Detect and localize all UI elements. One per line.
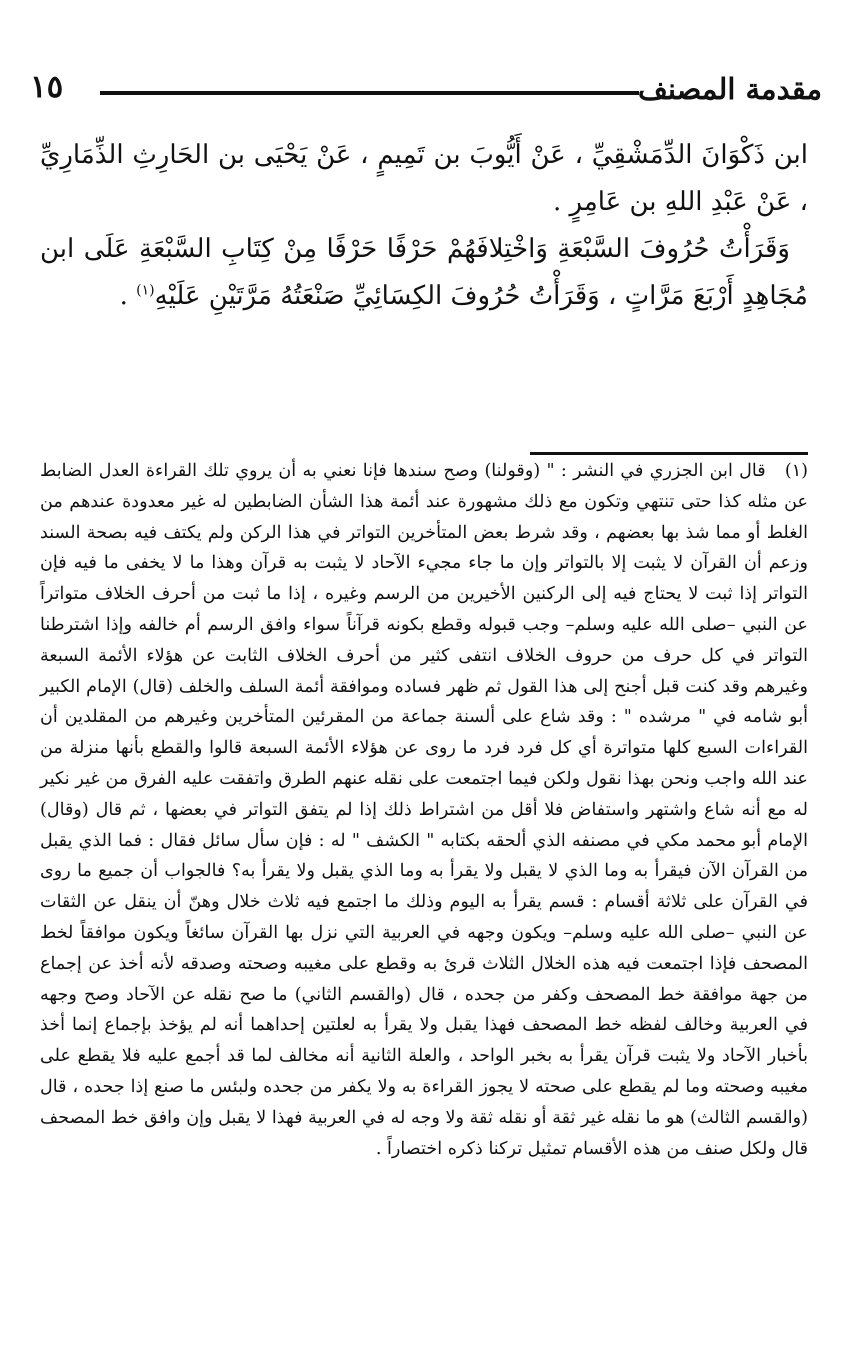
chapter-title: مقدمة المصنف xyxy=(637,72,822,106)
main-text xyxy=(40,132,808,320)
main-paragraph-2-text: وَقَرَأْتُ حُرُوفَ السَّبْعَةِ وَاخْتِلافَهُمْ حَرْفًا حَرْفًا مِنْ كِتَابِ السَّبْعَةِ عَلَى ابن مُجَاهِدٍ أَرْبَعَ مَرَّاتٍ ، وَقَرَأْتُ حُرُوفَ الكِسَائِيِّ صَنْعَتُهُ مَرَّتَيْنِ عَلَيْهِ xyxy=(40,234,808,311)
page-number: ١٥ xyxy=(30,69,64,105)
main-paragraph-2-end: . xyxy=(119,281,137,311)
footnote-reference: (١) xyxy=(136,282,155,299)
header-rule xyxy=(100,91,639,95)
footnote xyxy=(40,456,808,1164)
main-paragraph-2 xyxy=(40,226,808,320)
footnote-number: (١) xyxy=(784,461,809,481)
main-paragraph-1: ابن ذَكْوَانَ الدِّمَشْقِيِّ ، عَنْ أَيُّوبَ بن تَمِيمٍ ، عَنْ يَحْيَى بن الحَارِثِ الذِّمَارِيِّ ، عَنْ عَبْدِ اللهِ بن عَامِرٍ . xyxy=(40,140,808,217)
page-header xyxy=(30,68,822,108)
footnote-text: قال ابن الجزري في النشر : " (وقولنا) وصح سندها فإنا نعني به أن يروي تلك القراءة العدل الضابط عن مثله كذا حتى تنتهي وتكون مع ذلك مشهورة عند أئمة هذا الشأن الضابطين له غير معدودة عندهم من الغلط أو مما شذ بها بعضهم ، وقد شرط بعض المتأخرين التواتر في هذا الركن ولم يكتف فيه بصحة السند وزعم أن القرآن لا يثبت إلا بالتواتر وإن ما جاء مجيء الآحاد لا يثبت به قرآن وهذا ما لا يخفى ما فيه فإن التواتر إذا ثبت لا يحتاج فيه إلى الركنين الأخيرين من الرسم وغيره ، إذا ما ثبت من أحرف الخلاف متواتراً عن النبي –صلى الله عليه وسلم– وجب قبوله وقطع بكونه قرآناً سواء وافق الرسم أم خالفه وإذا اشترطنا التواتر في كل حرف من حروف الخلاف انتفى كثير من أحرف الخلاف الثابت عن هؤلاء الأئمة السبعة وغيرهم وقد كنت قبل أجنح إلى هذا القول ثم ظهر فساده وموافقة أئمة السلف والخلف (قال) الإمام الكبير أبو شامه في " مرشده " : وقد شاع على ألسنة جماعة من المقرئين المتأخرين وغيرهم من المقلدين أن القراءات السبع كلها متواترة أي كل فرد فرد ما روى عن هؤلاء الأئمة السبعة قالوا والقطع بأنها منزلة من عند الله واجب ونحن بهذا نقول ولكن فيما اجتمعت على نقله عنهم الطرق واتفقت عليه الفرق من غير نكير له مع أنه شاع واشتهر واستفاض فلا أقل من اشتراط ذلك إذا لم يتفق التواتر في بعضها ، ثم قال (وقال) الإمام أبو محمد مكي في مصنفه الذي ألحقه بكتابه " الكشف " له : فإن سأل سائل فقال : فما الذي يقبل من القرآن الآن فيقرأ به وما الذي لا يقبل ولا يقرأ به وما الذي يقبل ولا يقرأ به؟ فالجواب أن جميع ما روى في القرآن على ثلاثة أقسام : قسم يقرأ به اليوم وذلك ما اجتمع فيه ثلاث خلال وهنّ أن ينقل عن الثقات عن النبي –صلى الله عليه وسلم– ويكون وجهه في العربية التي نزل بها القرآن سائغاً ويكون موافقاً لخط المصحف فإذا اجتمعت فيه هذه الخلال الثلاث قرئ به وقطع على مغيبه وصحته وصدقه لأنه أخذ عن إجماع من جهة موافقة خط المصحف وكفر من جحده ، قال (والقسم الثاني) ما صح نقله عن الآحاد وصح وجهه في العربية وخالف لفظه خط المصحف فهذا يقبل ولا يقرأ به لعلتين إحداهما أنه لم يؤخذ بإجماع إنما أخذ بأخبار الآحاد ولا يثبت قرآن يقرأ به بخبر الواحد ، والعلة الثانية أنه مخالف لما قد أجمع عليه فلا يقطع على مغيبه وصحته وما لم يقطع على صحته لا يجوز القراءة به ولا يكفر من جحده ولبئس ما صنع إذا جحده ، قال (والقسم الثالث) هو ما نقله غير ثقة أو نقله ثقة ولا وجه له في العربية فهذا لا يقبل وإن وافق خط المصحف قال ولكل صنف من هذه الأقسام تمثيل تركنا ذكره اختصاراً . xyxy=(40,461,808,1159)
footnote-separator xyxy=(530,452,808,455)
